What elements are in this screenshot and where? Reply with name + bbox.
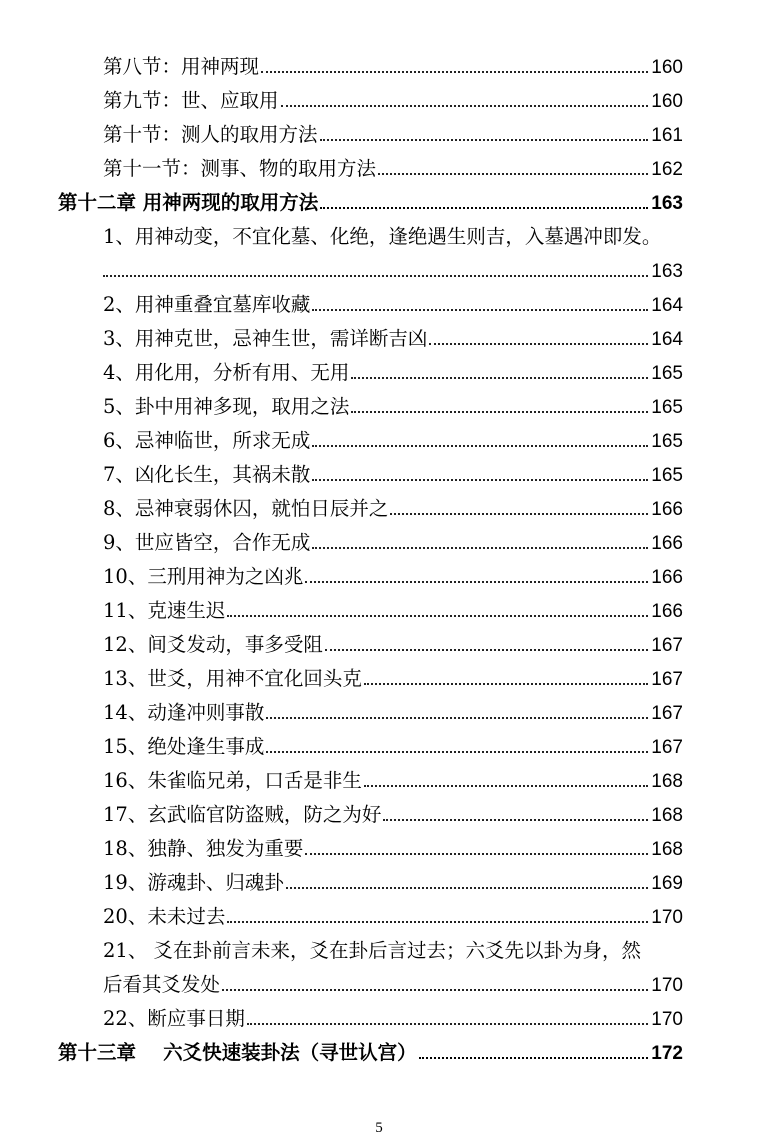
toc-entry-item-1-line1[interactable] [103,220,683,254]
toc-entry-page: 160 [651,91,683,112]
toc-entry-item[interactable] [103,798,683,832]
dot-leader [429,342,648,345]
toc-entry-title: 3、用神克世，忌神生世，需详断吉凶 [103,327,428,350]
toc-entry-title: 16、朱雀临兄弟，口舌是非生 [103,769,362,792]
toc-entry-title: 11、克速生迟 [103,599,226,622]
toc-entry-page: 165 [651,465,683,486]
toc-entry-title: 第九节：世、应取用 [103,89,279,112]
toc-entry-page: 161 [651,125,683,146]
toc-entry-page: 169 [651,873,683,894]
toc-entry-page: 170 [651,975,683,996]
dot-leader [351,410,648,413]
toc-entry-item[interactable] [103,662,683,696]
toc-entry-item-22[interactable] [103,1002,683,1036]
toc-entry-title: 19、游魂卦、归魂卦 [103,871,284,894]
toc-entry-section-8[interactable] [103,50,683,84]
toc-entry-item[interactable] [103,356,683,390]
toc-entry-page: 167 [651,635,683,656]
toc-entry-page: 167 [651,737,683,758]
toc-entry-title: 13、世爻，用神不宜化回头克 [103,667,362,690]
toc-entry-page: 167 [651,703,683,724]
toc-entry-item[interactable] [103,696,683,730]
toc-entry-item[interactable] [103,560,683,594]
toc-entry-item[interactable] [103,288,683,322]
dot-leader [305,580,648,583]
dot-leader [103,274,648,277]
toc-entry-title: 9、世应皆空，合作无成 [103,531,311,554]
toc-entry-item[interactable] [103,322,683,356]
dot-leader [364,682,648,685]
dot-leader [227,920,648,923]
toc-entry-page: 164 [651,295,683,316]
toc-entry-title: 17、玄武临官防盗贼，防之为好 [103,803,382,826]
toc-entry-item[interactable] [103,492,683,526]
toc-entry-page: 170 [651,907,683,928]
dot-leader [312,478,648,481]
dot-leader [364,784,648,787]
toc-entry-title: 21、 爻在卦前言未来，爻在卦后言过去；六爻先以卦为身，然 [103,939,642,962]
toc-entry-page: 166 [651,567,683,588]
dot-leader [325,648,648,651]
toc-entry-title: 14、动逢冲则事散 [103,701,265,724]
toc-entry-item-21-line2[interactable] [103,968,683,1002]
toc-chapter-title: 第十三章 六爻快速装卦法（寻世认宫） [58,1041,417,1064]
toc-entry-section-9[interactable] [103,84,683,118]
toc-entry-page: 163 [651,261,683,282]
toc-entry-title: 20、未未过去 [103,905,226,928]
toc-entry-page: 168 [651,805,683,826]
dot-leader [419,1056,649,1059]
toc-entry-title: 5、卦中用神多现，取用之法 [103,395,350,418]
toc-entry-item[interactable] [103,628,683,662]
dot-leader [227,614,648,617]
dot-leader [312,546,648,549]
toc-entry-title: 第十一节：测事、物的取用方法 [103,157,377,180]
toc-entry-title: 1、用神动变，不宜化墓、化绝，逢绝遇生则吉，入墓遇冲即发。 [103,225,662,248]
toc-entry-chapter-13[interactable] [58,1036,683,1070]
toc-chapter-title: 第十二章 用神两现的取用方法 [58,191,319,214]
dot-leader [320,206,648,209]
dot-leader [222,988,648,991]
toc-entry-item[interactable] [103,594,683,628]
dot-leader [261,70,648,73]
dot-leader [312,444,648,447]
toc-entry-item-21-line1[interactable] [103,934,683,968]
toc-entry-title: 22、断应事日期 [103,1007,245,1030]
dot-leader [383,818,648,821]
dot-leader [320,138,649,141]
dot-leader [247,1022,648,1025]
dot-leader [266,750,648,753]
toc-entry-item[interactable] [103,390,683,424]
toc-chapter-page: 163 [651,193,683,214]
toc-entry-title: 8、忌神衰弱休囚，就怕日辰并之 [103,497,389,520]
toc-entry-item[interactable] [103,526,683,560]
toc-entry-page: 164 [651,329,683,350]
dot-leader [281,104,649,107]
toc-entry-item[interactable] [103,730,683,764]
dot-leader [286,886,648,889]
dot-leader [378,172,648,175]
toc-entry-page: 160 [651,57,683,78]
toc-entry-item[interactable] [103,900,683,934]
toc-entry-page: 162 [651,159,683,180]
toc-entry-title: 第八节：用神两现 [103,55,260,78]
toc-entry-page: 167 [651,669,683,690]
toc-entry-page: 170 [651,1009,683,1030]
toc-entry-page: 166 [651,601,683,622]
toc-entry-section-11[interactable] [103,152,683,186]
toc-entry-item[interactable] [103,424,683,458]
toc-entry-title: 2、用神重叠宜墓库收藏 [103,293,311,316]
dot-leader [351,376,648,379]
toc-entry-title: 15、绝处逢生事成 [103,735,265,758]
toc-entry-item[interactable] [103,764,683,798]
toc-entry-title: 7、凶化长生，其祸未散 [103,463,311,486]
toc-entry-page: 165 [651,397,683,418]
toc-entry-title: 18、独静、独发为重要 [103,837,304,860]
toc-entry-page: 168 [651,839,683,860]
toc-chapter-page: 172 [651,1043,683,1064]
toc-entry-chapter-12[interactable] [58,186,683,220]
dot-leader [312,308,648,311]
toc-entry-item[interactable] [103,866,683,900]
dot-leader [390,512,648,515]
toc-entry-section-10[interactable] [103,118,683,152]
toc-entry-title: 第十节：测人的取用方法 [103,123,318,146]
toc-entry-page: 165 [651,363,683,384]
toc-entry-title: 4、用化用，分析有用、无用 [103,361,350,384]
toc-entry-page: 168 [651,771,683,792]
toc-entry-item-1-line2[interactable] [103,254,683,288]
dot-leader [266,716,648,719]
toc-entry-title: 6、忌神临世，所求无成 [103,429,311,452]
toc-entry-page: 166 [651,533,683,554]
toc-entry-item[interactable] [103,458,683,492]
toc-entry-item[interactable] [103,832,683,866]
toc-entry-title-continued: 后看其爻发处 [103,973,221,996]
page-number: 5 [375,1120,383,1136]
toc-entry-page: 166 [651,499,683,520]
dot-leader [305,852,648,855]
toc-entry-page: 165 [651,431,683,452]
toc-entry-title: 12、间爻发动，事多受阻 [103,633,323,656]
toc-entry-title: 10、三刑用神为之凶兆 [103,565,304,588]
